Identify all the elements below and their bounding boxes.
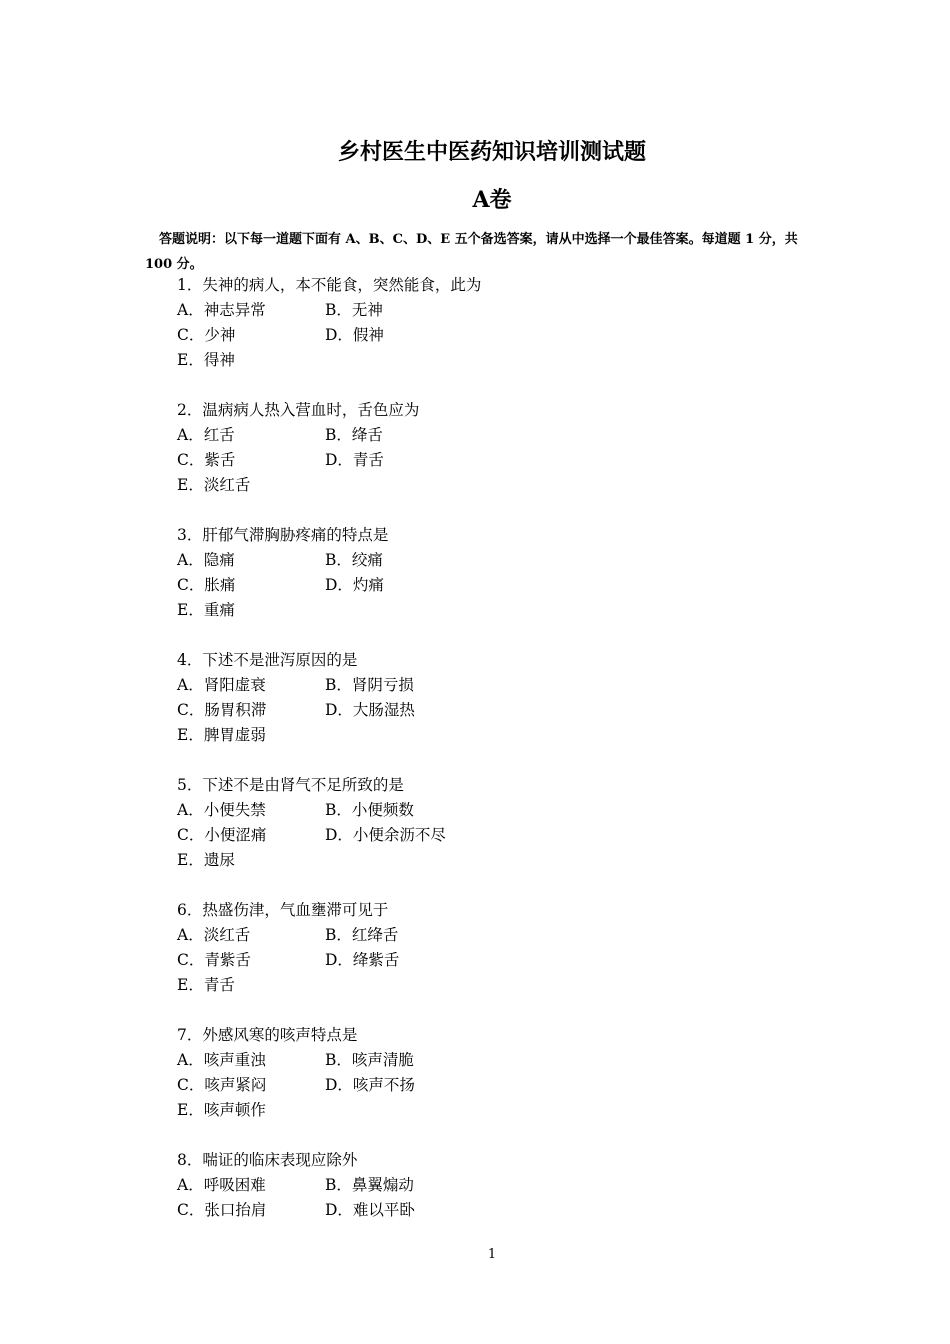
question-3 — [177, 523, 777, 623]
question-stem: 7．外感风寒的咳声特点是 — [177, 1026, 358, 1044]
instructions — [145, 227, 825, 277]
question-stem: 2．温病病人热入营血时，舌色应为 — [177, 401, 420, 419]
question-stem: 8．喘证的临床表现应除外 — [177, 1151, 358, 1169]
option-d: D．难以平卧 — [325, 1201, 415, 1219]
option-b: B．小便频数 — [325, 801, 414, 819]
option-e: E．得神 — [177, 351, 235, 369]
option-a: A．呼吸困难 — [177, 1176, 266, 1194]
option-c: C．张口抬肩 — [177, 1201, 267, 1219]
instructions-text: 答题说明：以下每一道题下面有 A、B、C、D、E 五个备选答案，请从中选择一个最佳答案。每道题 1 分，共 100 分。 — [145, 232, 798, 272]
option-d: D．大肠湿热 — [325, 701, 415, 719]
option-d: D．假神 — [325, 326, 384, 344]
option-d: D．灼痛 — [325, 576, 384, 594]
question-stem: 4．下述不是泄泻原因的是 — [177, 651, 358, 669]
option-a: A．淡红舌 — [177, 926, 251, 944]
question-list — [177, 273, 777, 1248]
question-stem: 1．失神的病人，本不能食，突然能食，此为 — [177, 276, 482, 294]
question-7 — [177, 1023, 777, 1123]
option-c: C．咳声紧闷 — [177, 1076, 267, 1094]
option-e: E．淡红舌 — [177, 476, 251, 494]
option-c: C．小便涩痛 — [177, 826, 267, 844]
option-a: A．咳声重浊 — [177, 1051, 266, 1069]
option-a: A．神志异常 — [177, 301, 266, 319]
option-d: D．绛紫舌 — [325, 951, 400, 969]
option-b: B．肾阴亏损 — [325, 676, 414, 694]
question-2 — [177, 398, 777, 498]
document-title: 乡村医生中医药知识培训测试题 — [337, 139, 646, 165]
option-d: D．青舌 — [325, 451, 384, 469]
question-stem: 3．肝郁气滞胸胁疼痛的特点是 — [177, 526, 389, 544]
option-e: E．脾胃虚弱 — [177, 726, 266, 744]
option-a: A．红舌 — [177, 426, 235, 444]
document-subtitle: A卷 — [472, 187, 512, 213]
question-8 — [177, 1148, 777, 1223]
option-a: A．肾阳虚衰 — [177, 676, 266, 694]
option-c: C．青紫舌 — [177, 951, 251, 969]
option-a: A．隐痛 — [177, 551, 235, 569]
option-b: B．绞痛 — [325, 551, 383, 569]
question-stem: 5．下述不是由肾气不足所致的是 — [177, 776, 404, 794]
option-c: C．胀痛 — [177, 576, 236, 594]
option-d: D．小便余沥不尽 — [325, 826, 446, 844]
option-b: B．绛舌 — [325, 426, 383, 444]
question-6 — [177, 898, 777, 998]
option-e: E．青舌 — [177, 976, 235, 994]
page-number: 1 — [487, 1247, 497, 1262]
question-5 — [177, 773, 777, 873]
question-4 — [177, 648, 777, 748]
option-e: E．咳声顿作 — [177, 1101, 266, 1119]
option-c: C．肠胃积滞 — [177, 701, 267, 719]
option-b: B．红绛舌 — [325, 926, 399, 944]
option-d: D．咳声不扬 — [325, 1076, 415, 1094]
option-e: E．重痛 — [177, 601, 235, 619]
option-b: B．咳声清脆 — [325, 1051, 414, 1069]
option-b: B．无神 — [325, 301, 383, 319]
option-b: B．鼻翼煽动 — [325, 1176, 414, 1194]
option-a: A．小便失禁 — [177, 801, 266, 819]
question-stem: 6．热盛伤津，气血壅滞可见于 — [177, 901, 389, 919]
question-1 — [177, 273, 777, 373]
option-e: E．遗尿 — [177, 851, 235, 869]
option-c: C．少神 — [177, 326, 236, 344]
option-c: C．紫舌 — [177, 451, 236, 469]
